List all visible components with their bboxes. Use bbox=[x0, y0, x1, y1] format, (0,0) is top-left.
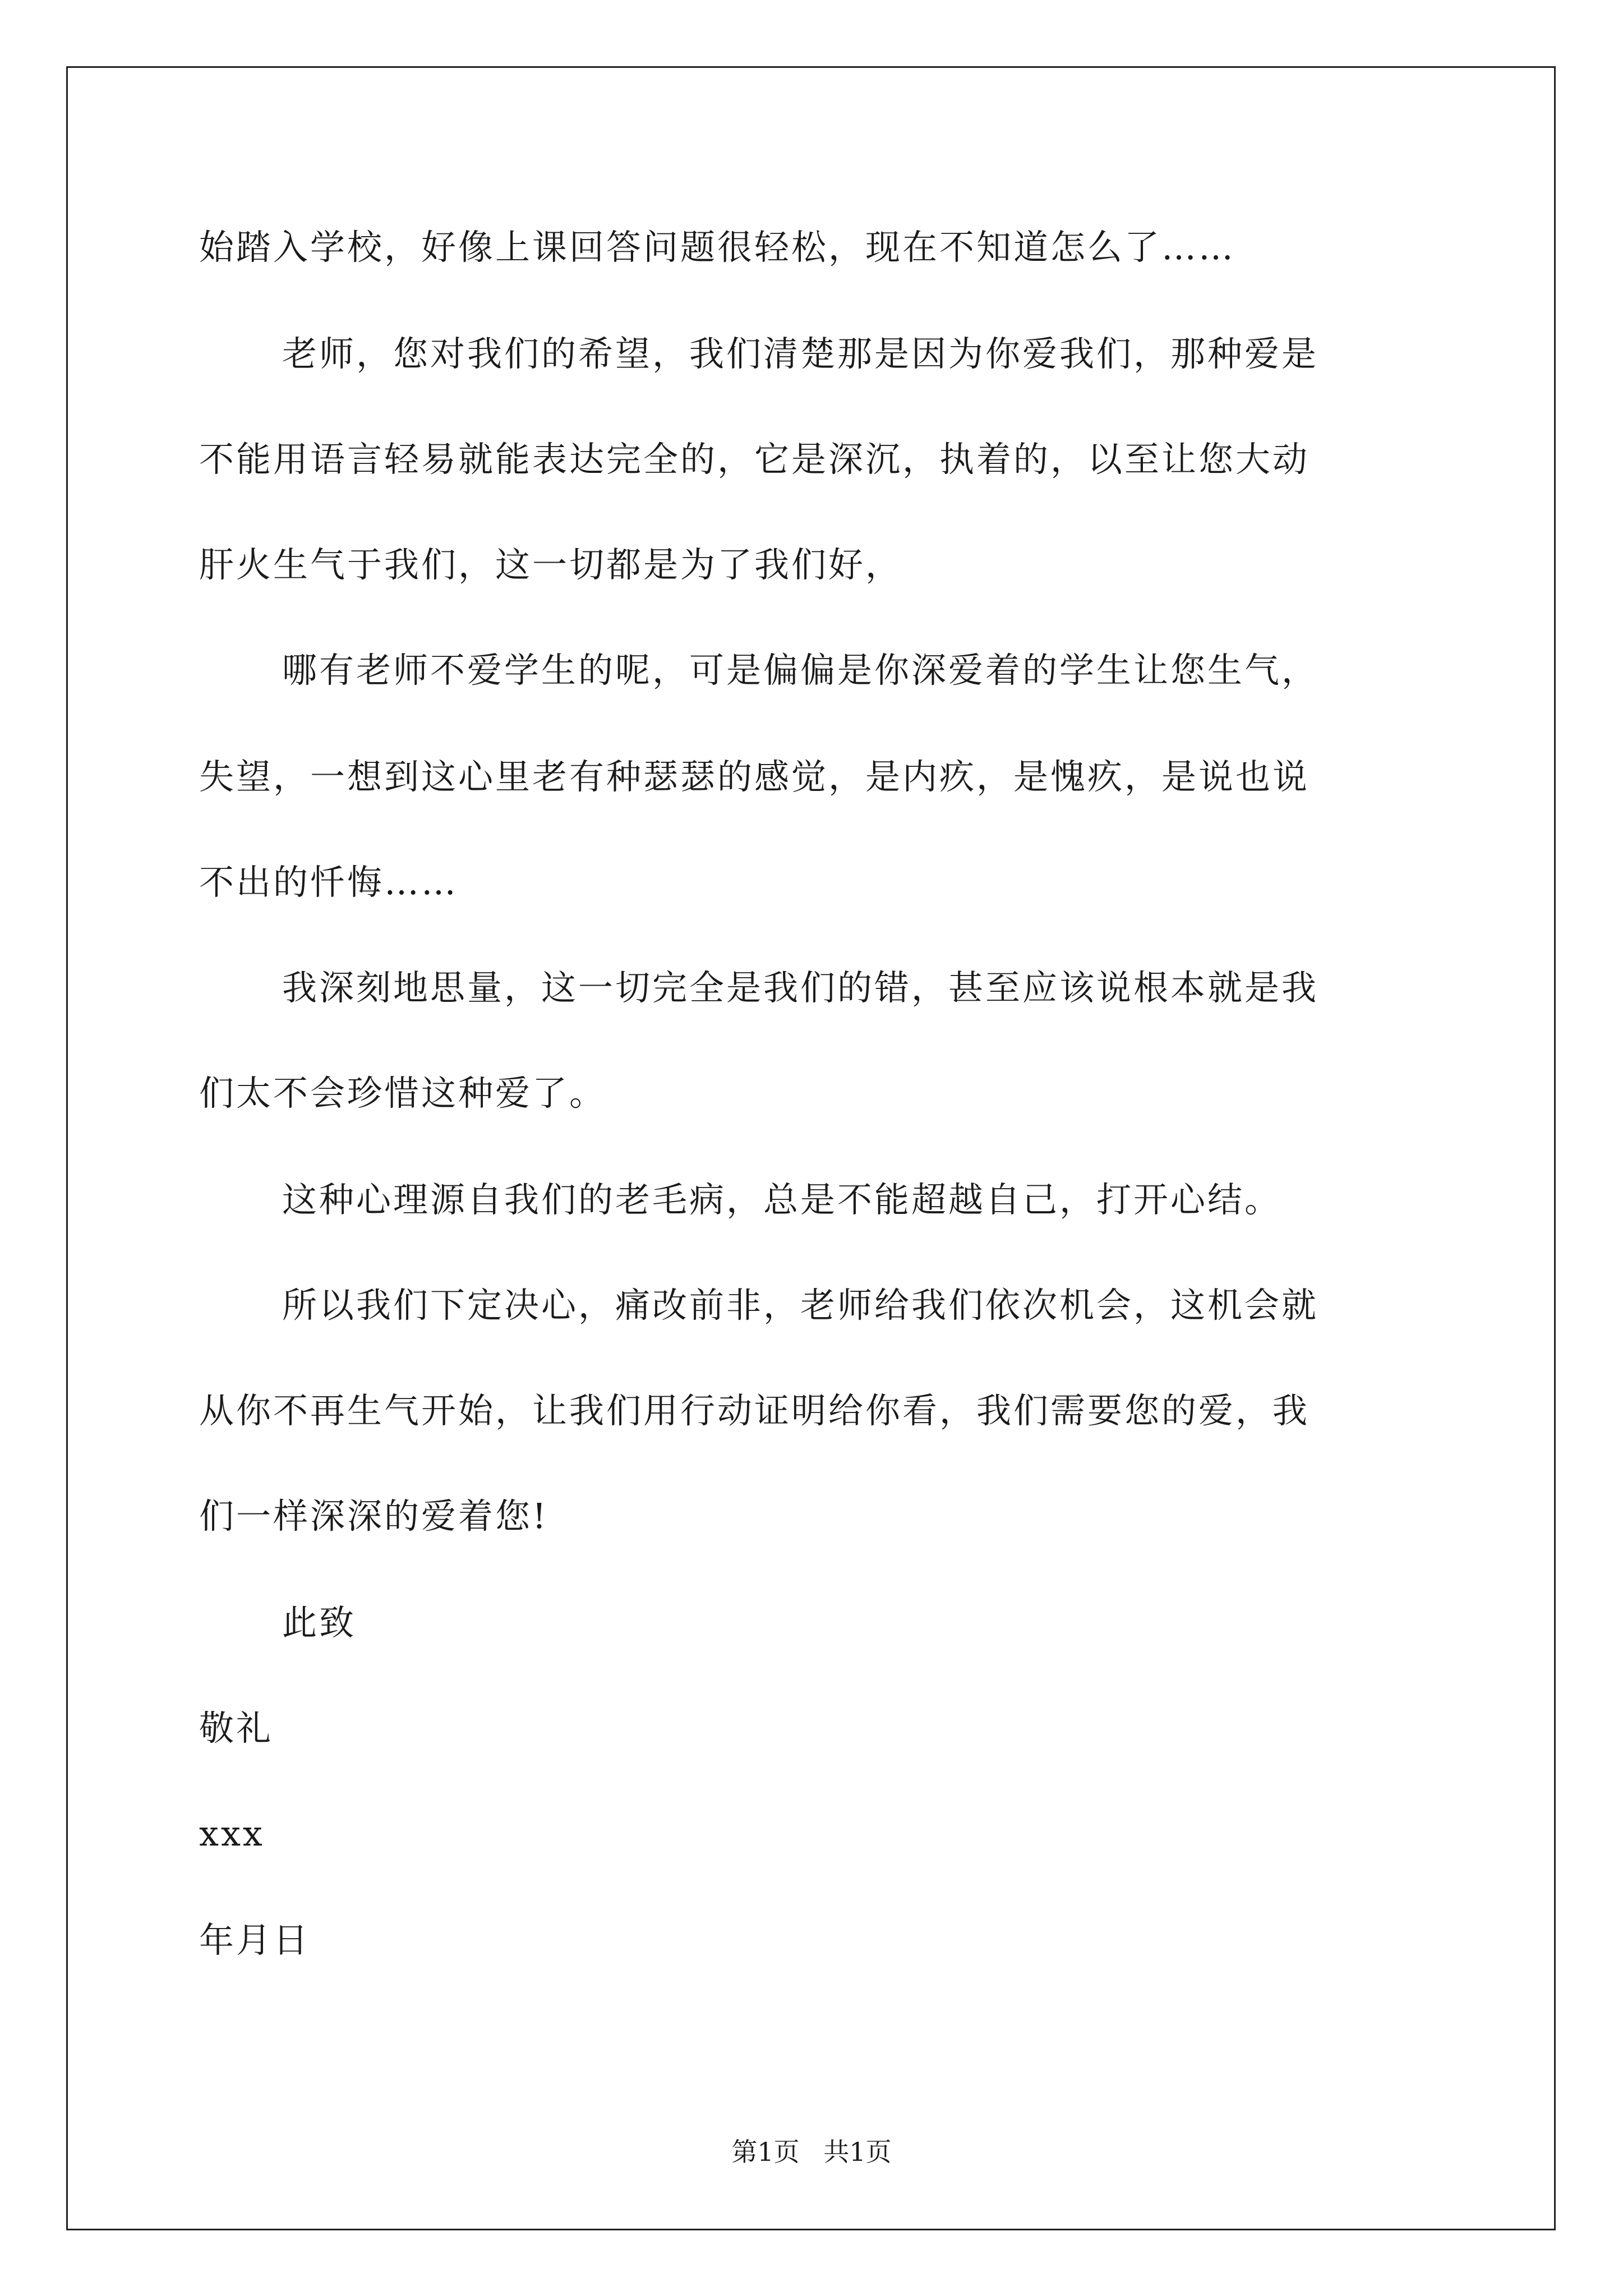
date-line: 年月日 bbox=[199, 1920, 311, 1961]
text-line: 这种心理源自我们的老毛病，总是不能超越自己，打开心结。 bbox=[282, 1179, 1282, 1220]
text-line: 们一样深深的爱着您! bbox=[199, 1496, 548, 1536]
page-total: 共1页 bbox=[823, 2137, 892, 2167]
salutation-line: 敬礼 bbox=[199, 1708, 274, 1749]
text-line: 肝火生气于我们，这一切都是为了我们好， bbox=[199, 544, 903, 585]
text-line: 老师，您对我们的希望，我们清楚那是因为你爱我们，那种爱是 bbox=[282, 333, 1319, 374]
text-line: 始踏入学校，好像上课回答问题很轻松，现在不知道怎么了…… bbox=[199, 227, 1236, 268]
closing-line: 此致 bbox=[282, 1602, 357, 1643]
text-line: 失望，一想到这心里老有种瑟瑟的感觉，是内疚，是愧疚，是说也说 bbox=[199, 756, 1310, 797]
text-line: 所以我们下定决心，痛改前非，老师给我们依次机会，这机会就 bbox=[282, 1285, 1319, 1326]
page-footer bbox=[0, 2132, 1623, 2169]
text-line: 哪有老师不爱学生的呢，可是偏偏是你深爱着的学生让您生气， bbox=[282, 650, 1319, 691]
text-line: 我深刻地思量，这一切完全是我们的错，甚至应该说根本就是我 bbox=[282, 967, 1319, 1008]
text-line: 不出的忏悔…… bbox=[199, 862, 459, 903]
text-line: 不能用语言轻易就能表达完全的，它是深沉，执着的，以至让您大动 bbox=[199, 439, 1310, 480]
signature-line: xxx bbox=[199, 1813, 265, 1854]
page-frame bbox=[66, 66, 1556, 2230]
page-number: 第1页 bbox=[731, 2137, 800, 2167]
text-line: 们太不会珍惜这种爱了。 bbox=[199, 1073, 607, 1114]
text-line: 从你不再生气开始，让我们用行动证明给你看，我们需要您的爱，我 bbox=[199, 1390, 1310, 1431]
